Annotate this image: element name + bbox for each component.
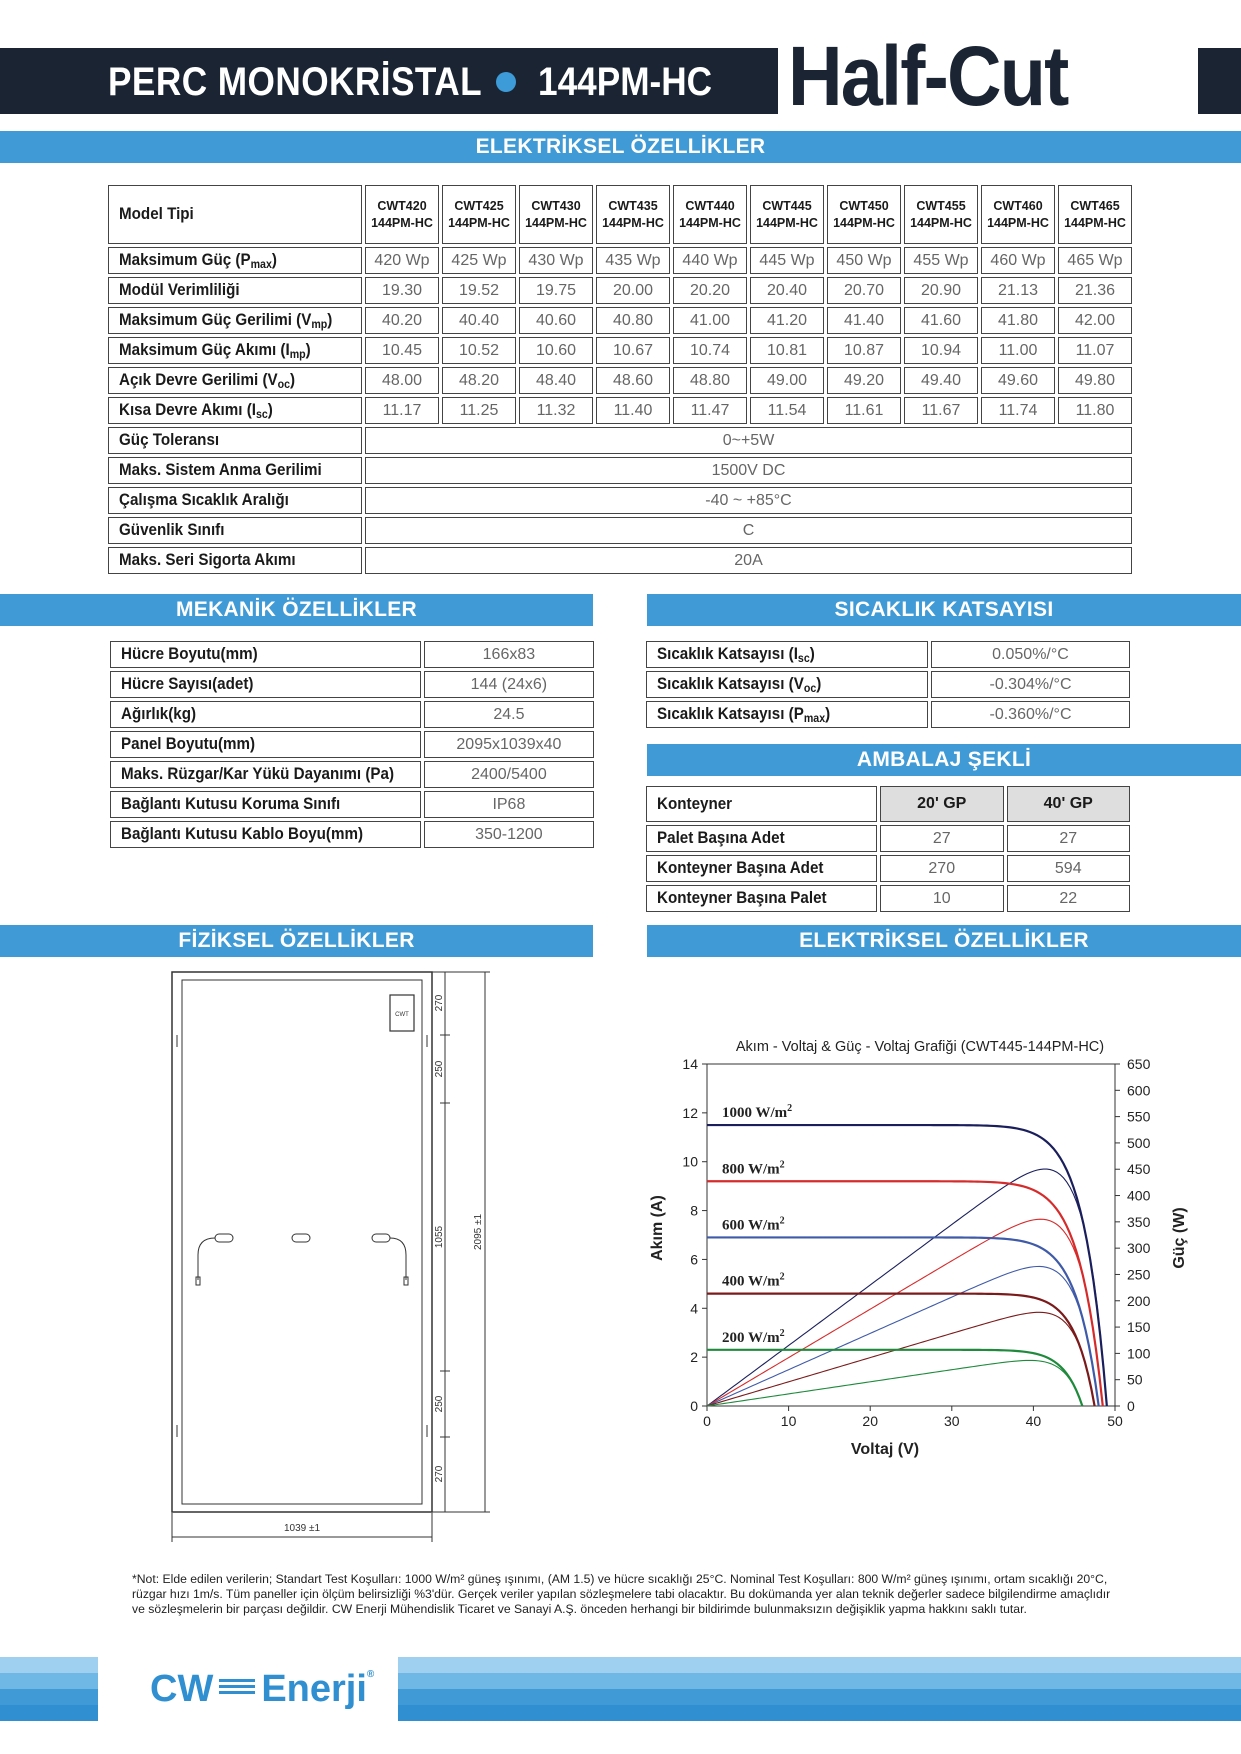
spec-label-main: Kısa Devre Akımı (I [119, 400, 256, 419]
mech-label-text: Bağlantı Kutusu Koruma Sınıfı [121, 795, 341, 813]
y2-tick-label: 300 [1127, 1240, 1151, 1257]
spec-value: 48.60 [596, 367, 670, 394]
spec-value: 48.00 [365, 367, 439, 394]
spec-value: 11.25 [442, 397, 516, 424]
pv-curve [707, 1312, 1095, 1406]
pack-value-20: 27 [880, 825, 1004, 852]
pack-value-40: 27 [1007, 825, 1131, 852]
temp-label-main: Sıcaklık Katsayısı (I [657, 644, 798, 663]
temp-label-sub: sc [797, 652, 810, 665]
spec-row [108, 277, 1132, 304]
spec-value: C [365, 517, 1132, 544]
temp-label [646, 701, 928, 728]
temp-row [646, 671, 1130, 698]
mech-label [110, 731, 421, 758]
temp-row [646, 641, 1130, 668]
spec-label-main: Maksimum Güç Akımı (I [119, 340, 290, 359]
pack-row [646, 855, 1130, 882]
spec-value: 49.60 [981, 367, 1055, 394]
spec-value: 10.81 [750, 337, 824, 364]
spec-value: 40.20 [365, 307, 439, 334]
model-header-cell [673, 185, 747, 244]
spec-value: 1500V DC [365, 457, 1132, 484]
spec-label-text: Maks. Seri Sigorta Akımı [119, 551, 296, 569]
spec-label-sub: sc [255, 408, 268, 421]
iv-curve [707, 1237, 1099, 1406]
spec-value: 19.75 [519, 277, 593, 304]
mech-label-text: Bağlantı Kutusu Kablo Boyu(mm) [121, 825, 364, 843]
footer-stripes-right [398, 1657, 1241, 1721]
footer-stripe [0, 1705, 98, 1721]
mech-label-text: Hücre Boyutu(mm) [121, 645, 258, 663]
packaging-table [643, 783, 1133, 915]
footer-stripe [0, 1673, 98, 1689]
spec-row [108, 247, 1132, 274]
model-name: CWT445 [762, 198, 812, 213]
spec-value: 20.90 [904, 277, 978, 304]
model-header-cell [442, 185, 516, 244]
footer-stripe [0, 1689, 98, 1705]
logo-enerji: Enerji [261, 1668, 367, 1710]
model-suffix: 144PM-HC [910, 215, 972, 230]
spec-value: 40.80 [596, 307, 670, 334]
spec-value: 435 Wp [596, 247, 670, 274]
spec-label-suffix: ) [327, 310, 333, 329]
model-type-label [108, 185, 362, 244]
spec-label-sub: mp [311, 318, 328, 331]
pack-header-label [646, 786, 877, 822]
logo-cw: CW [150, 1668, 214, 1710]
half-cut-logo-text: Half-Cut [788, 29, 1068, 123]
spec-label-main: Maksimum Güç Gerilimi (V [119, 310, 312, 329]
pv-curve [707, 1360, 1082, 1406]
model-name: CWT450 [839, 198, 889, 213]
pack-label [646, 825, 877, 852]
model-name: CWT430 [531, 198, 581, 213]
spec-value: 0~+5W [365, 427, 1132, 454]
temp-label [646, 671, 928, 698]
x-tick-label: 10 [780, 1413, 797, 1429]
spec-label-text [119, 311, 332, 331]
spec-row [108, 367, 1132, 394]
pack-header-label-text: Konteyner [657, 794, 733, 813]
dim-top: 270 [434, 994, 445, 1012]
spec-row [108, 487, 1132, 514]
spec-value: 11.00 [981, 337, 1055, 364]
spec-row [108, 547, 1132, 574]
spec-value: 49.00 [750, 367, 824, 394]
spec-label-sub: oc [277, 378, 291, 391]
model-suffix: 144PM-HC [448, 215, 510, 230]
pack-header-20gp: 20' GP [880, 786, 1004, 822]
y-tick-label: 12 [682, 1104, 698, 1121]
spec-value: 20.40 [750, 277, 824, 304]
spec-value: 11.74 [981, 397, 1055, 424]
footnote: *Not: Elde edilen verilerin; Standart Test Koşulları: 1000 W/m² güneş ışınımı, (AM 1.5) ve hücre sıcaklığı 25°C. Nominal Test Koşulları: 800 W/m² güneş ışınımı, ortam sıcaklığı 20°C, rüzgar hızı 1m/s. Tüm paneller için ölçüm belirsizliği %3'dür. Gerçek veriler yapılan sözleşmelere tabi olacaktır. Bu dokümanda yer alan teknik değerler sadece bilgilendirme amaçlıdır ve sözleşmelerin bir parçası değildir. CW Enerji Mühendislik Ticaret ve Sanayi A.Ş. önceden herhangi bir bildirimde bulunmaksızın değişiklik yapma hakkını saklı tutar. [132, 1572, 1111, 1616]
spec-label-suffix: ) [290, 370, 296, 389]
spec-label-text [119, 401, 273, 421]
spec-value: 10.94 [904, 337, 978, 364]
footer-stripe [398, 1705, 1241, 1721]
spec-label-main: Maksimum Güç (P [119, 250, 251, 269]
temp-label-sub: max [803, 712, 826, 725]
spec-value: 11.80 [1058, 397, 1132, 424]
spec-row [108, 337, 1132, 364]
y-tick-label: 10 [682, 1153, 698, 1170]
model-name: CWT465 [1070, 198, 1120, 213]
spec-value: 49.40 [904, 367, 978, 394]
pack-value-40: 22 [1007, 885, 1131, 912]
model-header-cell [904, 185, 978, 244]
spec-value: -40 ~ +85°C [365, 487, 1132, 514]
pack-value-20: 10 [880, 885, 1004, 912]
pack-label-text: Palet Başına Adet [657, 829, 785, 847]
mech-value: 144 (24x6) [424, 671, 594, 698]
spec-label [108, 427, 362, 454]
spec-value: 19.52 [442, 277, 516, 304]
mech-value: 2400/5400 [424, 761, 594, 788]
dim-lower: 250 [434, 1395, 445, 1413]
spec-value: 48.80 [673, 367, 747, 394]
y2-tick-label: 200 [1127, 1292, 1151, 1309]
spec-label-suffix: ) [267, 400, 273, 419]
model-suffix: 144PM-HC [833, 215, 895, 230]
pack-label [646, 855, 877, 882]
registered-mark: ® [366, 1669, 375, 1680]
pack-label-text: Konteyner Başına Adet [657, 859, 824, 877]
x-tick-label: 40 [1025, 1413, 1042, 1429]
model-name: CWT420 [377, 198, 427, 213]
x-tick-label: 20 [862, 1413, 878, 1429]
model-suffix: 144PM-HC [602, 215, 664, 230]
series-label: 200 $W/m^2$ [722, 1327, 785, 1346]
model-header-cell [981, 185, 1055, 244]
temp-label-sub: oc [803, 682, 817, 695]
y2-tick-label: 0 [1127, 1398, 1135, 1414]
model-type-label-text: Model Tipi [119, 205, 194, 223]
model-suffix: 144PM-HC [525, 215, 587, 230]
temp-label-text: Sıcaklık Katsayısı $(V_{oc})$ [657, 674, 822, 695]
temp-label-main: Sıcaklık Katsayısı (P [657, 704, 804, 723]
spec-value: 20.70 [827, 277, 901, 304]
y2-tick-label: 100 [1127, 1345, 1151, 1362]
model-header-cell [519, 185, 593, 244]
section-mechanical: MEKANİK ÖZELLİKLER [0, 594, 593, 626]
spec-value: 10.74 [673, 337, 747, 364]
y2-tick-label: 550 [1127, 1108, 1151, 1125]
dim-middle: 1055 [434, 1225, 445, 1249]
junction-box-label: CWT [395, 1012, 409, 1018]
spec-label-sub: mp [289, 348, 306, 361]
y2-tick-label: 600 [1127, 1082, 1151, 1099]
y-tick-label: 8 [690, 1202, 698, 1219]
spec-label [108, 337, 362, 364]
pack-value-40: 594 [1007, 855, 1131, 882]
spec-value: 450 Wp [827, 247, 901, 274]
pack-row [646, 825, 1130, 852]
footer-stripe [0, 1657, 98, 1673]
spec-label-text [119, 341, 311, 361]
spec-value: 21.13 [981, 277, 1055, 304]
mech-row [110, 791, 594, 818]
temp-label-text: Sıcaklık Katsayısı $(P_{max})$ [657, 704, 831, 725]
spec-value: 11.54 [750, 397, 824, 424]
spec-value: 11.47 [673, 397, 747, 424]
mech-row [110, 731, 594, 758]
model-name: CWT425 [454, 198, 504, 213]
pack-row [646, 885, 1130, 912]
temp-value: -0.304%/°C [931, 671, 1130, 698]
series-label: 1000 $W/m^2$ [722, 1103, 793, 1122]
panel-drawing [160, 965, 500, 1549]
mech-row [110, 761, 594, 788]
separator-dot [496, 72, 516, 92]
mech-label [110, 641, 421, 668]
footer-stripe [398, 1657, 1241, 1673]
spec-label [108, 397, 362, 424]
y2-tick-label: 50 [1127, 1371, 1143, 1388]
spec-label [108, 487, 362, 514]
footer-stripe [398, 1689, 1241, 1705]
spec-value: 11.32 [519, 397, 593, 424]
temp-value: 0.050%/°C [931, 641, 1130, 668]
spec-value: 10.52 [442, 337, 516, 364]
spec-label-main: Modül Verimliliği [119, 281, 240, 299]
spec-label-main: Açık Devre Gerilimi (V [119, 370, 278, 389]
spec-row [108, 397, 1132, 424]
mech-value: 2095x1039x40 [424, 731, 594, 758]
model-name: CWT435 [608, 198, 658, 213]
model-header-cell [827, 185, 901, 244]
spec-value: 430 Wp [519, 247, 593, 274]
x-axis-label: Voltaj (V) [850, 1441, 920, 1458]
temperature-coefficient-table [643, 638, 1133, 731]
mech-label-text: Hücre Sayısı(adet) [121, 675, 254, 693]
mech-value: 350-1200 [424, 821, 594, 848]
dim-height: 2095 ±1 [473, 1213, 484, 1251]
section-electrical: ELEKTRİKSEL ÖZELLİKLER [0, 131, 1241, 163]
section-physical: FİZİKSEL ÖZELLİKLER [0, 925, 593, 957]
spec-value: 49.20 [827, 367, 901, 394]
series-label: 600 $W/m^2$ [722, 1215, 785, 1234]
model-suffix: 144PM-HC [679, 215, 741, 230]
spec-label-text [119, 371, 295, 391]
mech-row [110, 641, 594, 668]
spec-value: 11.17 [365, 397, 439, 424]
product-model: 144PM-HC [538, 60, 713, 104]
mechanical-specs-table [107, 638, 597, 851]
spec-value: 41.40 [827, 307, 901, 334]
mech-row [110, 701, 594, 728]
y2-tick-label: 350 [1127, 1213, 1151, 1230]
pack-header-row [646, 786, 1130, 822]
spec-value: 20.20 [673, 277, 747, 304]
mech-label-text: Panel Boyutu(mm) [121, 735, 256, 753]
product-title: PERC MONOKRİSTAL [108, 60, 483, 104]
spec-value: 10.45 [365, 337, 439, 364]
spec-value: 20.00 [596, 277, 670, 304]
spec-row [108, 517, 1132, 544]
model-header-cell [750, 185, 824, 244]
spec-label-suffix: ) [271, 250, 277, 269]
mech-label [110, 701, 421, 728]
spec-row [108, 427, 1132, 454]
y2-tick-label: 500 [1127, 1134, 1151, 1151]
model-suffix: 144PM-HC [371, 215, 433, 230]
temp-value: -0.360%/°C [931, 701, 1130, 728]
cw-enerji-logo [150, 1668, 374, 1711]
spec-value: 19.30 [365, 277, 439, 304]
series-label: 400 $W/m^2$ [722, 1271, 785, 1290]
spec-label [108, 517, 362, 544]
model-name: CWT460 [993, 198, 1043, 213]
spec-value: 10.67 [596, 337, 670, 364]
model-header-cell [596, 185, 670, 244]
spec-label [108, 307, 362, 334]
pack-label [646, 885, 877, 912]
mech-label [110, 791, 421, 818]
temp-label-text: Sıcaklık Katsayısı $(I_{sc})$ [657, 644, 815, 665]
spec-label [108, 277, 362, 304]
pack-label-text: Konteyner Başına Palet [657, 889, 827, 907]
y-tick-label: 2 [690, 1349, 698, 1366]
spec-value: 11.40 [596, 397, 670, 424]
spec-value: 41.20 [750, 307, 824, 334]
spec-value: 48.20 [442, 367, 516, 394]
spec-label-text: Güvenlik Sınıfı [119, 521, 225, 539]
spec-label-text [119, 281, 240, 300]
mech-label [110, 761, 421, 788]
spec-value: 11.61 [827, 397, 901, 424]
spec-value: 41.00 [673, 307, 747, 334]
solar-panel-icon [219, 1679, 255, 1697]
y-tick-label: 0 [690, 1398, 698, 1414]
spec-value: 20A [365, 547, 1132, 574]
footer-stripes-left [0, 1657, 98, 1721]
y-axis-label: Akım (A) [649, 1195, 666, 1261]
section-electrical-chart: ELEKTRİKSEL ÖZELLİKLER [647, 925, 1241, 957]
series-label: 800 $W/m^2$ [722, 1159, 785, 1178]
spec-value: 42.00 [1058, 307, 1132, 334]
model-suffix: 144PM-HC [756, 215, 818, 230]
x-tick-label: 50 [1107, 1413, 1123, 1429]
electrical-specs-table [105, 182, 1135, 577]
spec-value: 40.60 [519, 307, 593, 334]
y-tick-label: 4 [690, 1300, 698, 1317]
spec-label [108, 247, 362, 274]
spec-label-text: Maks. Sistem Anma Gerilimi [119, 461, 322, 479]
spec-label-text: Güç Toleransı [119, 431, 220, 449]
mech-label [110, 671, 421, 698]
spec-label-text [119, 251, 277, 271]
pack-value-20: 270 [880, 855, 1004, 882]
spec-value: 10.87 [827, 337, 901, 364]
spec-value: 440 Wp [673, 247, 747, 274]
x-tick-label: 30 [944, 1413, 960, 1429]
section-temperature: SICAKLIK KATSAYISI [647, 594, 1241, 626]
spec-value: 420 Wp [365, 247, 439, 274]
dim-upper: 250 [434, 1060, 445, 1078]
spec-value: 11.67 [904, 397, 978, 424]
y2-axis-label: Güç (W) [1171, 1207, 1188, 1269]
section-packaging: AMBALAJ ŞEKLİ [647, 744, 1241, 776]
spec-value: 10.60 [519, 337, 593, 364]
spec-value: 465 Wp [1058, 247, 1132, 274]
y2-tick-label: 250 [1127, 1266, 1151, 1283]
spec-label [108, 457, 362, 484]
spec-value: 445 Wp [750, 247, 824, 274]
spec-value: 455 Wp [904, 247, 978, 274]
mech-value: 166x83 [424, 641, 594, 668]
spec-value: 21.36 [1058, 277, 1132, 304]
half-cut-logo [778, 29, 1198, 123]
mech-label-text: Ağırlık(kg) [121, 705, 197, 723]
spec-value: 48.40 [519, 367, 593, 394]
mech-value: IP68 [424, 791, 594, 818]
iv-pv-chart [640, 1028, 1200, 1468]
spec-value: 49.80 [1058, 367, 1132, 394]
spec-label-suffix: ) [305, 340, 311, 359]
model-name: CWT440 [685, 198, 735, 213]
spec-value: 425 Wp [442, 247, 516, 274]
pack-header-40gp: 40' GP [1007, 786, 1131, 822]
temp-label-main: Sıcaklık Katsayısı (V [657, 674, 804, 693]
temp-row [646, 701, 1130, 728]
model-suffix: 144PM-HC [987, 215, 1049, 230]
mech-label [110, 821, 421, 848]
spec-value: 460 Wp [981, 247, 1055, 274]
mech-row [110, 821, 594, 848]
mech-row [110, 671, 594, 698]
model-name: CWT455 [916, 198, 966, 213]
y2-tick-label: 400 [1127, 1187, 1151, 1204]
model-header-cell [365, 185, 439, 244]
spec-value: 40.40 [442, 307, 516, 334]
spec-value: 41.80 [981, 307, 1055, 334]
chart-title: Akım - Voltaj & Güç - Voltaj Grafiği (CWT445-144PM-HC) [735, 1039, 1105, 1055]
spec-row [108, 307, 1132, 334]
temp-label [646, 641, 928, 668]
spec-value: 41.60 [904, 307, 978, 334]
y2-tick-label: 450 [1127, 1161, 1151, 1178]
mech-value: 24.5 [424, 701, 594, 728]
spec-label [108, 547, 362, 574]
model-suffix: 144PM-HC [1064, 215, 1126, 230]
y-tick-label: 6 [690, 1251, 698, 1268]
mech-label-text: Maks. Rüzgar/Kar Yükü Dayanımı (Pa) [121, 765, 395, 783]
dim-width: 1039 ±1 [283, 1523, 321, 1534]
x-tick-label: 0 [703, 1413, 711, 1429]
spec-label [108, 367, 362, 394]
spec-label-sub: max [250, 258, 272, 271]
spec-label-text: Çalışma Sıcaklık Aralığı [119, 491, 289, 509]
spec-value: 11.07 [1058, 337, 1132, 364]
y-tick-label: 14 [682, 1056, 698, 1072]
dim-bottom: 270 [434, 1465, 445, 1483]
y2-tick-label: 150 [1127, 1319, 1151, 1336]
model-header-row [108, 185, 1132, 244]
model-header-cell [1058, 185, 1132, 244]
spec-row [108, 457, 1132, 484]
footer-stripe [398, 1673, 1241, 1689]
y2-tick-label: 650 [1127, 1056, 1151, 1072]
